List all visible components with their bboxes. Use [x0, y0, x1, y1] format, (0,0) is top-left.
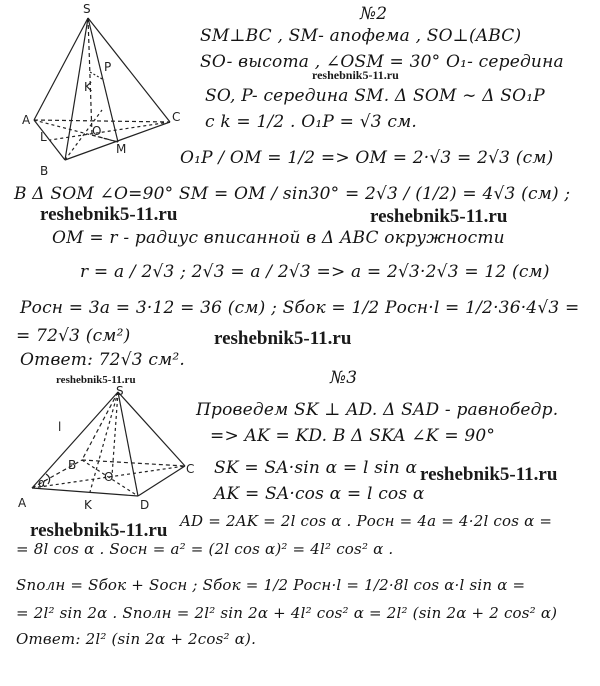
problem3-line-1: Проведем SK ⊥ AD. Δ SAD - равнобедр. [196, 400, 559, 420]
fig1-label-o: O [92, 124, 102, 138]
quadrilateral-pyramid-figure [20, 384, 200, 514]
problem2-line-1: SM⊥BC , SM- апофема , SO⊥(ABC) [200, 26, 522, 46]
problem2-line-10: = 72√3 (см²) [16, 326, 131, 346]
fig1-label-a: A [22, 113, 31, 127]
fig1-label-b: B [40, 164, 49, 178]
fig2-label-s: S [116, 384, 124, 398]
fig2-label-d: D [140, 498, 150, 512]
problem3-line-3: SK = SA·sin α = l sin α [214, 458, 418, 478]
watermark-3: reshebnik5-11.ru [370, 206, 508, 227]
fig1-label-k: K [84, 80, 92, 94]
fig2-label-b: B [68, 458, 77, 472]
fig1-label-m: M [116, 142, 127, 156]
fig2-label-o: O [104, 470, 114, 484]
problem3-line-6: = 8l cos α . Sосн = a² = (2l cos α)² = 4l² cos² α . [16, 540, 394, 558]
problem3-line-2: => AK = KD. В Δ SKA ∠K = 90° [210, 426, 496, 446]
fig1-label-l: L [40, 130, 47, 144]
watermark-4: reshebnik5-11.ru [214, 328, 352, 349]
fig2-label-alpha: α [38, 476, 46, 490]
problem2-line-7: OM = r - радиус вписанной в Δ ABC окружности [52, 228, 505, 248]
problem2-line-4: с k = 1/2 . O₁P = √3 см. [205, 112, 417, 132]
fig2-label-a: A [18, 496, 27, 510]
watermark-7: reshebnik5-11.ru [30, 520, 168, 541]
watermark-5: reshebnik5-11.ru [56, 374, 136, 386]
problem3-line-4: AK = SA·cos α = l cos α [214, 484, 425, 504]
watermark-2: reshebnik5-11.ru [40, 204, 178, 225]
watermark-6: reshebnik5-11.ru [420, 464, 558, 485]
fig2-label-k: K [84, 498, 92, 512]
problem3-line-7: Sполн = Sбок + Sосн ; Sбок = 1/2 Pосн·l = 1/2·8l cos α·l sin α = [16, 576, 526, 594]
problem3-line-8: = 2l² sin 2α . Sполн = 2l² sin 2α + 4l² cos² α = 2l² (sin 2α + 2 cos² α) [16, 604, 558, 622]
watermark-1: reshebnik5-11.ru [312, 68, 399, 82]
problem2-answer: Ответ: 72√3 см². [20, 350, 185, 370]
fig1-label-s: S [83, 2, 91, 16]
problem2-line-5: O₁P / OM = 1/2 => OM = 2·√3 = 2√3 (см) [180, 148, 554, 168]
problem2-number: №2 [360, 4, 388, 24]
problem2-line-3: SO, P- середина SM. Δ SOM ∼ Δ SO₁P [205, 86, 545, 106]
problem2-line-9: Pосн = 3a = 3·12 = 36 (см) ; Sбок = 1/2 Pосн·l = 1/2·36·4√3 = [20, 298, 580, 318]
problem2-line-8: r = a / 2√3 ; 2√3 = a / 2√3 => a = 2√3·2√3 = 12 (см) [80, 262, 550, 282]
fig2-label-l: l [58, 420, 62, 434]
problem2-line-6: В Δ SOM ∠O=90° SM = OM / sin30° = 2√3 / (1/2) = 4√3 (см) ; [14, 184, 571, 204]
problem3-line-5: AD = 2AK = 2l cos α . Pосн = 4a = 4·2l cos α = [180, 512, 553, 530]
triangular-pyramid-figure [20, 10, 200, 180]
fig2-label-c: C [186, 462, 195, 476]
problem2-line-2: SO- высота , ∠OSM = 30° O₁- середина [200, 52, 564, 72]
problem3-answer: Ответ: 2l² (sin 2α + 2cos² α). [16, 630, 257, 648]
problem3-number: №3 [330, 368, 358, 388]
fig1-label-p: P [104, 60, 112, 74]
fig1-label-c: C [172, 110, 181, 124]
